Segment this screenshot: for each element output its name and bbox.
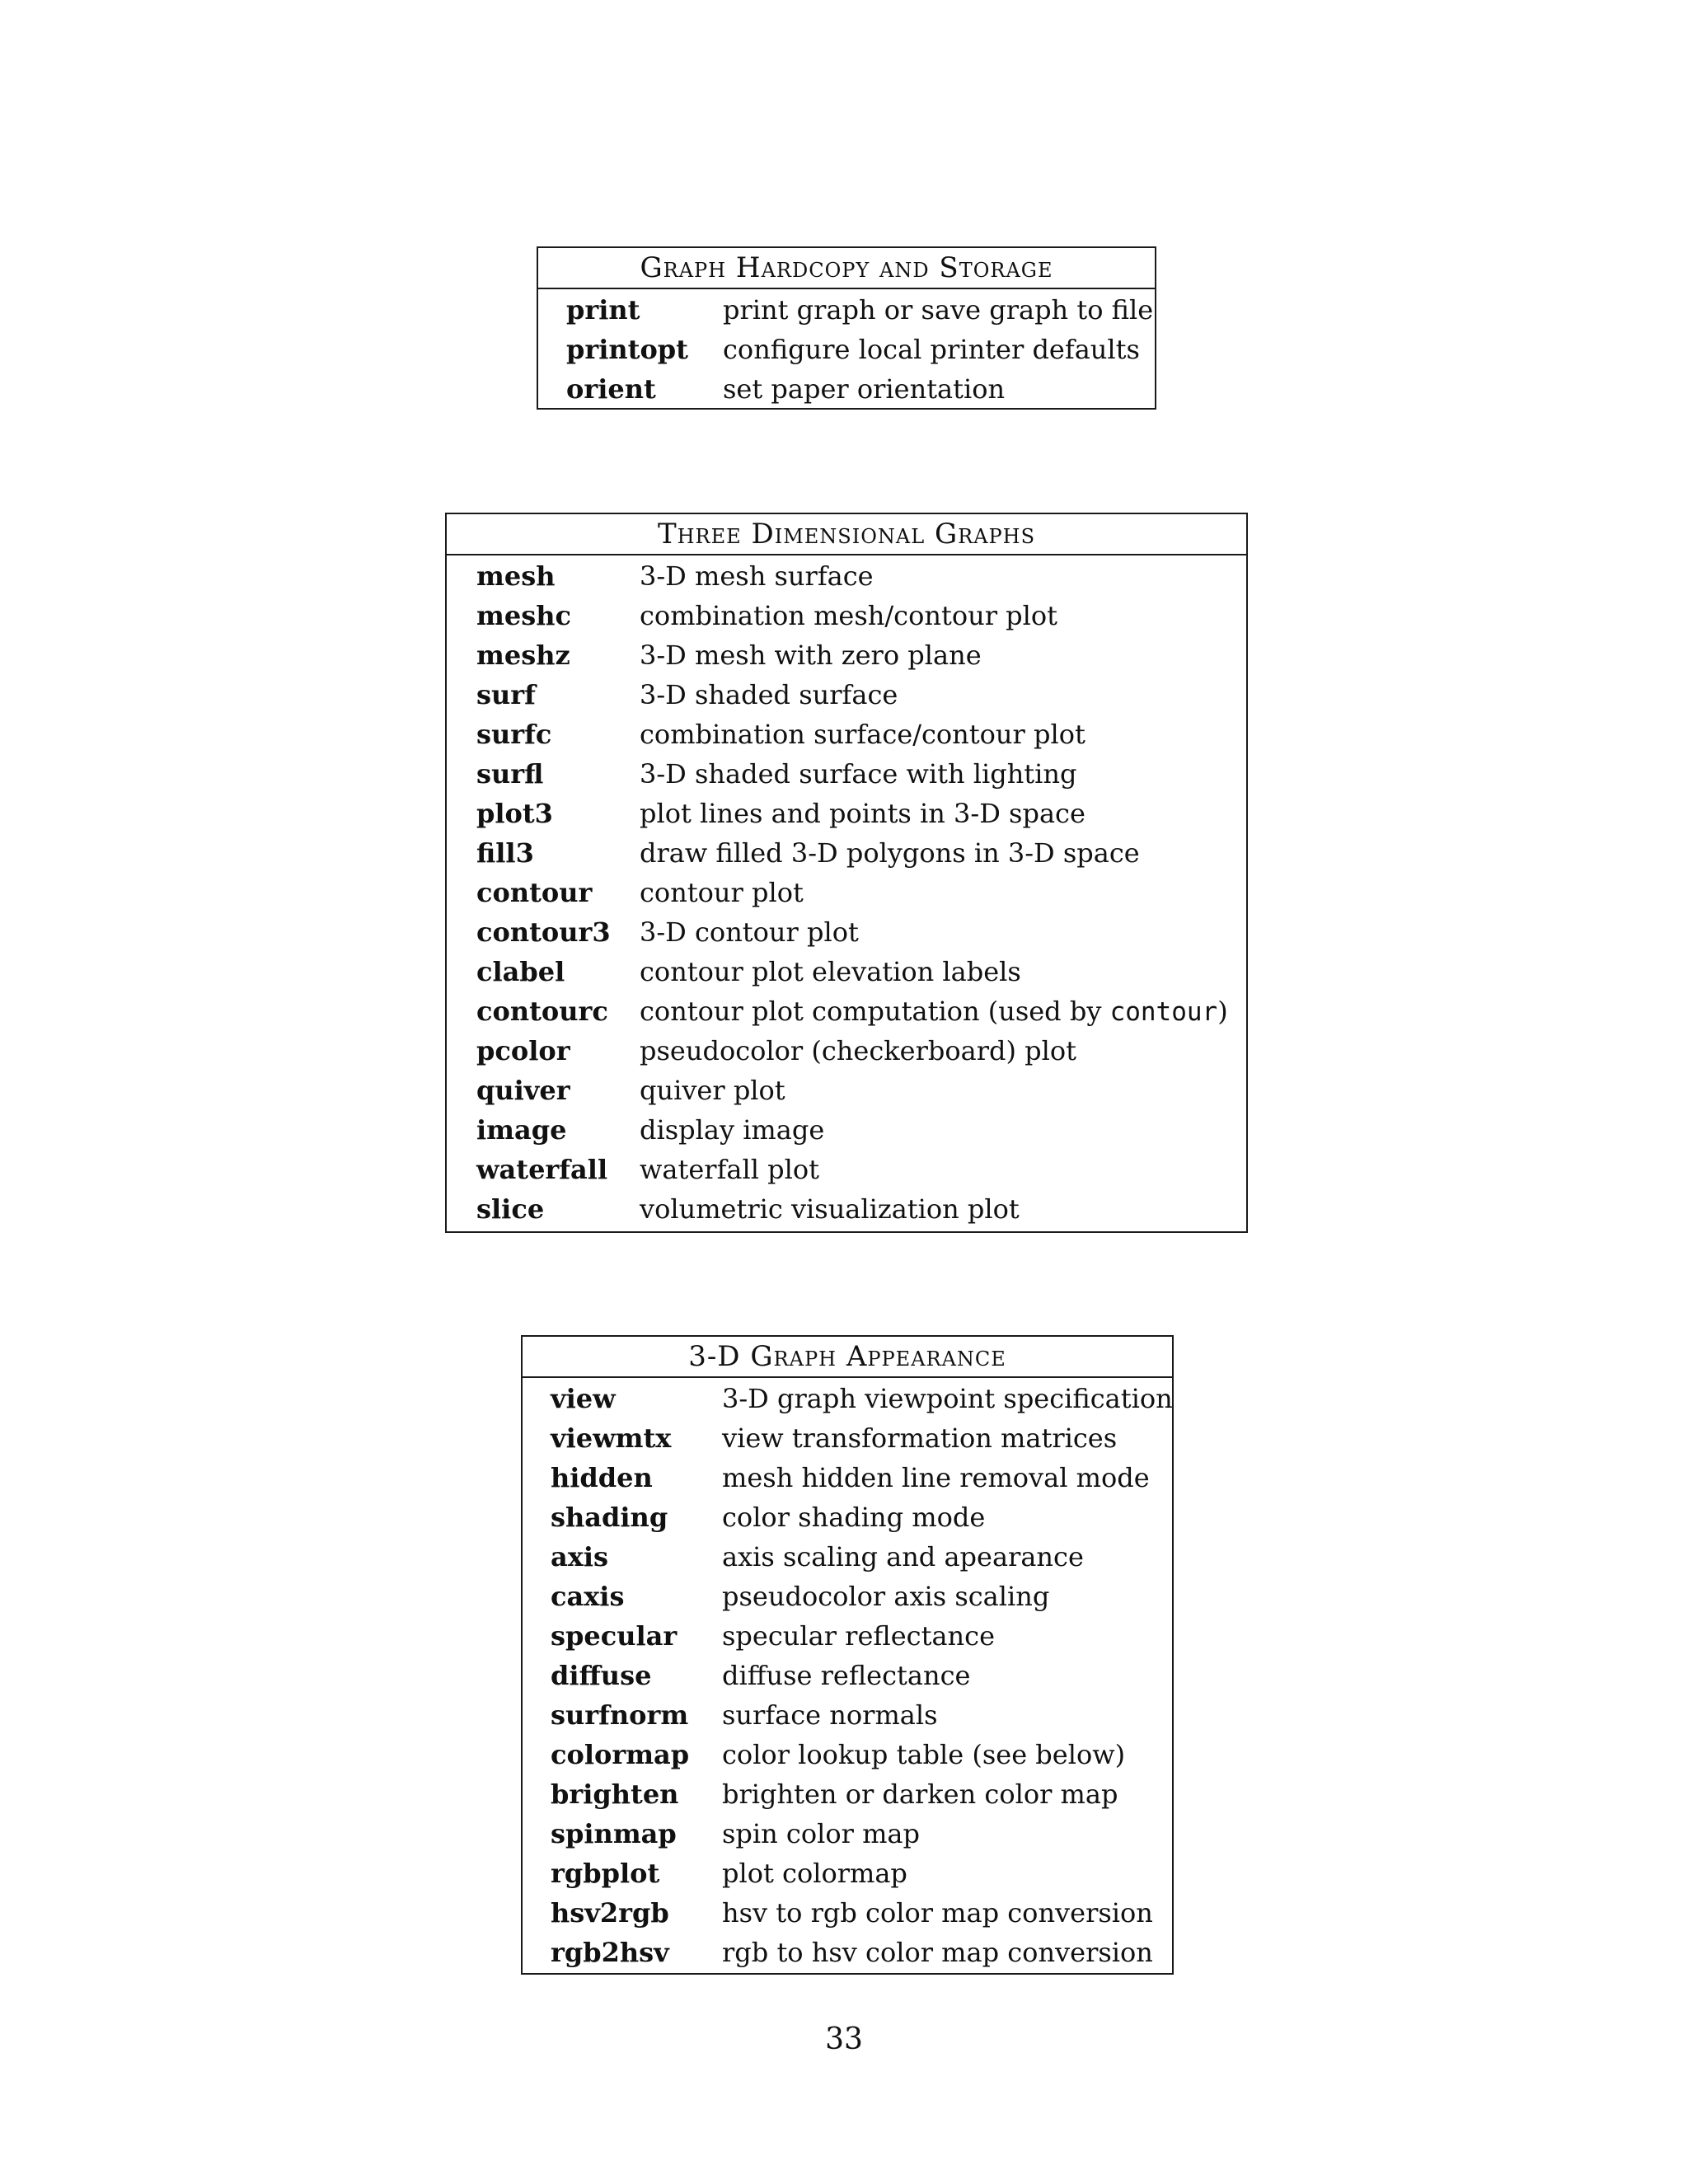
- command-description: 3-D mesh surface: [640, 560, 874, 592]
- command-description: brighten or darken color map: [722, 1779, 1118, 1810]
- table-row: [523, 1695, 1172, 1735]
- table-row: [447, 833, 1246, 873]
- table-row: [523, 1814, 1172, 1854]
- table-row: [523, 1577, 1172, 1616]
- command-description: combination surface/contour plot: [640, 719, 1085, 750]
- command-name: slice: [476, 1193, 545, 1225]
- command-description: plot colormap: [722, 1858, 907, 1889]
- table-row: [523, 1854, 1172, 1893]
- command-name: diffuse: [551, 1660, 652, 1691]
- table-row: [523, 1379, 1172, 1418]
- table-row: [447, 754, 1246, 794]
- command-name: pcolor: [476, 1035, 570, 1066]
- table-row: [538, 369, 1155, 409]
- table-row: [523, 1497, 1172, 1537]
- command-name: surfl: [476, 758, 544, 790]
- table-row: [523, 1458, 1172, 1497]
- command-description: diffuse reflectance: [722, 1660, 971, 1691]
- command-description: 3-D mesh with zero plane: [640, 640, 982, 671]
- command-name: brighten: [551, 1779, 679, 1810]
- table-row: [523, 1537, 1172, 1577]
- table-row: [447, 1150, 1246, 1189]
- table-graph-hardcopy: [537, 246, 1156, 410]
- table-row: [447, 1071, 1246, 1110]
- table-row: [523, 1774, 1172, 1814]
- table-body: [447, 555, 1246, 1229]
- command-name: meshc: [476, 600, 571, 631]
- command-description: surface normals: [722, 1699, 938, 1731]
- command-description: view transformation matrices: [722, 1422, 1118, 1454]
- table-row: [523, 1735, 1172, 1774]
- command-description: configure local printer defaults: [723, 334, 1140, 365]
- table-row: [447, 596, 1246, 635]
- command-description: set paper orientation: [723, 373, 1006, 405]
- table-row: [447, 794, 1246, 833]
- command-name: contourc: [476, 996, 608, 1027]
- table-title: Three Dimensional Graphs: [447, 514, 1246, 555]
- table-row: [447, 912, 1246, 952]
- command-name: surf: [476, 679, 536, 710]
- command-name: surfnorm: [551, 1699, 689, 1731]
- command-name: mesh: [476, 560, 556, 592]
- table-row: [523, 1933, 1172, 1972]
- command-name: image: [476, 1114, 567, 1146]
- command-name: meshz: [476, 640, 570, 671]
- command-description: volumetric visualization plot: [640, 1193, 1020, 1225]
- command-name: specular: [551, 1620, 678, 1652]
- table-row: [447, 1031, 1246, 1071]
- command-name: hidden: [551, 1462, 653, 1493]
- inline-code: contour: [1109, 997, 1218, 1027]
- command-description: contour plot: [640, 877, 804, 908]
- table-body: [538, 289, 1155, 409]
- command-description: 3-D shaded surface: [640, 679, 898, 710]
- command-name: rgb2hsv: [551, 1937, 669, 1968]
- command-name: spinmap: [551, 1818, 677, 1849]
- command-description: print graph or save graph to file: [723, 294, 1154, 326]
- command-name: surfc: [476, 719, 552, 750]
- command-description: 3-D graph viewpoint specification: [722, 1383, 1173, 1414]
- command-name: print: [566, 294, 640, 326]
- command-name: printopt: [566, 334, 688, 365]
- command-description: specular reflectance: [722, 1620, 995, 1652]
- table-row: [447, 675, 1246, 715]
- command-name: contour: [476, 877, 593, 908]
- table-row: [447, 952, 1246, 991]
- command-name: caxis: [551, 1581, 625, 1612]
- table-3d-graph-appearance: [521, 1335, 1174, 1975]
- table-row: [447, 991, 1246, 1031]
- table-row: [447, 635, 1246, 675]
- command-name: clabel: [476, 956, 565, 987]
- command-description: rgb to hsv color map conversion: [722, 1937, 1153, 1968]
- command-name: contour3: [476, 916, 611, 948]
- page-number: 33: [825, 2022, 863, 2056]
- table-row: [447, 873, 1246, 912]
- command-description: pseudocolor (checkerboard) plot: [640, 1035, 1076, 1066]
- command-description: spin color map: [722, 1818, 920, 1849]
- command-description: [640, 991, 1246, 1031]
- table-row: [447, 715, 1246, 754]
- command-name: fill3: [476, 837, 534, 869]
- table-row: [447, 1189, 1246, 1229]
- command-description: contour plot elevation labels: [640, 956, 1021, 987]
- command-name: plot3: [476, 798, 553, 829]
- table-title: 3-D Graph Appearance: [523, 1337, 1172, 1378]
- command-description: pseudocolor axis scaling: [722, 1581, 1050, 1612]
- command-description: waterfall plot: [640, 1154, 819, 1185]
- command-description: color lookup table (see below): [722, 1739, 1126, 1770]
- table-three-dimensional-graphs: [445, 513, 1248, 1233]
- command-description: display image: [640, 1114, 825, 1146]
- command-description: quiver plot: [640, 1075, 785, 1106]
- table-body: [523, 1378, 1172, 1972]
- command-name: orient: [566, 373, 656, 405]
- command-description: combination mesh/contour plot: [640, 600, 1058, 631]
- command-name: waterfall: [476, 1154, 608, 1185]
- description-tail: ): [1217, 996, 1228, 1027]
- table-row: [447, 1110, 1246, 1150]
- table-row: [523, 1893, 1172, 1933]
- command-name: quiver: [476, 1075, 570, 1106]
- command-description: 3-D contour plot: [640, 916, 859, 948]
- command-name: axis: [551, 1541, 608, 1572]
- command-name: view: [551, 1383, 616, 1414]
- table-row: [538, 290, 1155, 330]
- command-name: rgbplot: [551, 1858, 660, 1889]
- command-name: shading: [551, 1502, 668, 1533]
- table-row: [538, 330, 1155, 369]
- command-name: colormap: [551, 1739, 690, 1770]
- command-description: mesh hidden line removal mode: [722, 1462, 1150, 1493]
- command-description: hsv to rgb color map conversion: [722, 1897, 1153, 1929]
- table-row: [523, 1616, 1172, 1656]
- table-row: [447, 556, 1246, 596]
- table-row: [523, 1656, 1172, 1695]
- command-name: viewmtx: [551, 1422, 672, 1454]
- command-description: color shading mode: [722, 1502, 986, 1533]
- command-description: draw filled 3-D polygons in 3-D space: [640, 837, 1140, 869]
- command-name: hsv2rgb: [551, 1897, 669, 1929]
- description-text: contour plot computation (used by: [640, 996, 1110, 1027]
- command-description: plot lines and points in 3-D space: [640, 798, 1085, 829]
- command-description: 3-D shaded surface with lighting: [640, 758, 1077, 790]
- table-row: [523, 1418, 1172, 1458]
- command-description: axis scaling and apearance: [722, 1541, 1084, 1572]
- table-title: Graph Hardcopy and Storage: [538, 248, 1155, 289]
